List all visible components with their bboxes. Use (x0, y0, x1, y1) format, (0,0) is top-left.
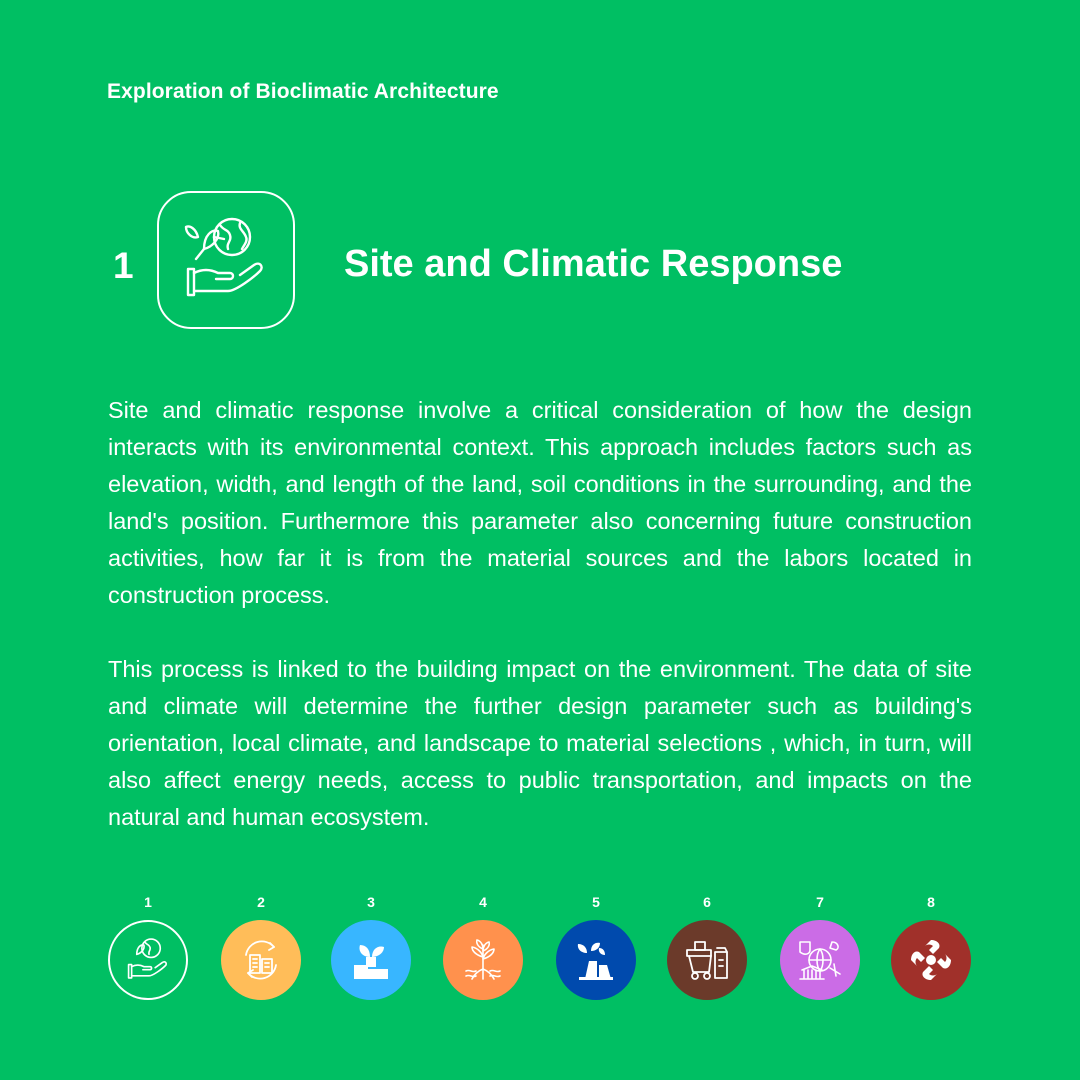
paragraph-1: Site and climatic response involve a critical consideration of how the design interacts with its environmental context. This approach includes factors such as elevation, width, and length of the land, soil conditions in the surrounding, and the land's position. Furthermore this parameter also concerning future construction activities, how far it is from the material sources and the labors located in construction process. (108, 397, 972, 608)
nav-item-number: 8 (927, 894, 935, 910)
nav-item-number: 1 (144, 894, 152, 910)
nav-item-8[interactable] (890, 894, 972, 1000)
nav-circle-6[interactable] (667, 920, 747, 1000)
nav-item-4[interactable] (442, 894, 524, 1000)
paragraph-2: This process is linked to the building impact on the environment. The data of site and climate will determine the further design parameter such as building's orientation, local climate, and landscape to material selections , which, in turn, will also affect energy needs, access to public transportation, and impacts on the natural and human ecosystem. (108, 656, 972, 830)
section-description (108, 392, 972, 873)
culture-globe-icon (794, 934, 846, 986)
section-number: 1 (113, 245, 134, 286)
nav-circle-2[interactable] (221, 920, 301, 1000)
nav-item-number: 5 (592, 894, 600, 910)
nav-item-1[interactable] (107, 894, 189, 1000)
nav-item-6[interactable] (666, 894, 748, 1000)
section-navigation (0, 894, 1080, 1004)
globe-hand-icon (125, 937, 171, 983)
section-title: Site and Climatic Response (344, 243, 843, 285)
nav-circle-3[interactable] (331, 920, 411, 1000)
nav-item-number: 6 (703, 894, 711, 910)
nav-item-number: 4 (479, 894, 487, 910)
page-header-title: Exploration of Bioclimatic Architecture (107, 80, 499, 103)
nav-item-5[interactable] (555, 894, 637, 1000)
nav-circle-4[interactable] (443, 920, 523, 1000)
eco-plant-icon (571, 935, 621, 985)
nav-circle-5[interactable] (556, 920, 636, 1000)
nav-item-number: 3 (367, 894, 375, 910)
materials-cart-icon (681, 934, 733, 986)
eco-factory-icon (346, 935, 396, 985)
nav-item-2[interactable] (220, 894, 302, 1000)
nav-circle-8[interactable] (891, 920, 971, 1000)
globe-hand-icon (184, 215, 268, 305)
nav-circle-1[interactable] (108, 920, 188, 1000)
recycle-building-icon (236, 935, 286, 985)
nav-item-number: 2 (257, 894, 265, 910)
nav-item-7[interactable] (779, 894, 861, 1000)
section-icon-frame (157, 191, 295, 329)
plant-water-icon (458, 935, 508, 985)
nav-circle-7[interactable] (780, 920, 860, 1000)
nav-item-number: 7 (816, 894, 824, 910)
community-hands-icon (905, 934, 957, 986)
nav-item-3[interactable] (330, 894, 412, 1000)
